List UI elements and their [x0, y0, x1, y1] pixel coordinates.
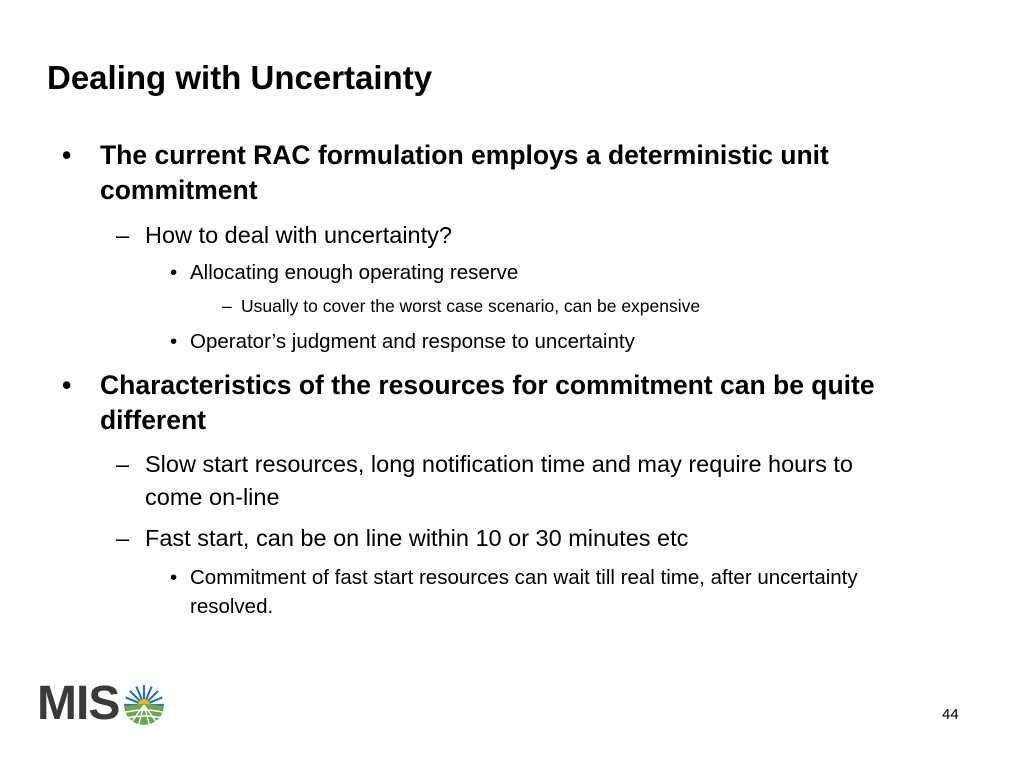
dash-marker: –: [116, 222, 130, 248]
dash-marker: –: [116, 525, 130, 551]
sub-sub-item-operator-judgment: [170, 327, 920, 356]
bullet-text: Characteristics of the resources for commitment can be quite different: [100, 370, 875, 435]
bullet-marker: •: [62, 370, 72, 400]
detail-item-text: Usually to cover the worst case scenario, can be expensive: [241, 296, 701, 316]
sub-sub-item-text: Commitment of fast start resources can wait till real time, after uncertainty resolved.: [190, 566, 858, 618]
sub-item-fast-start: [116, 522, 905, 555]
bullet-item-rac-formulation: [62, 138, 980, 208]
sub-sub-item-text: Allocating enough operating reserve: [190, 261, 519, 284]
page-number: 44: [942, 706, 959, 723]
bullet-item-resource-characteristics: [62, 368, 980, 438]
sub-item-text: How to deal with uncertainty?: [145, 222, 452, 248]
logo-wordmark: MIS: [37, 677, 120, 730]
bullet-marker: •: [170, 566, 178, 589]
sub-item-deal-with-uncertainty: [116, 219, 905, 252]
bullet-marker: •: [170, 261, 178, 284]
slide-title: Dealing with Uncertainty: [47, 59, 433, 96]
bullet-marker: •: [62, 140, 72, 170]
sub-sub-item-text: Operator’s judgment and response to uncertainty: [190, 330, 635, 353]
sub-item-slow-start: [116, 448, 905, 514]
sub-sub-item-fast-start-commitment: [170, 563, 920, 621]
dash-marker: –: [222, 296, 232, 316]
sub-item-text: Fast start, can be on line within 10 or 30 minutes etc: [145, 525, 689, 551]
miso-logo: [37, 677, 167, 730]
dash-marker: –: [116, 451, 130, 477]
sub-sub-item-operating-reserve: [170, 258, 920, 287]
miso-globe-logo-icon: [122, 683, 166, 727]
detail-item-worst-case: [222, 294, 941, 318]
bullet-marker: •: [170, 330, 178, 353]
sub-item-text: Slow start resources, long notification time and may require hours to come on-line: [145, 451, 853, 510]
bullet-text: The current RAC formulation employs a deterministic unit commitment: [100, 140, 829, 205]
